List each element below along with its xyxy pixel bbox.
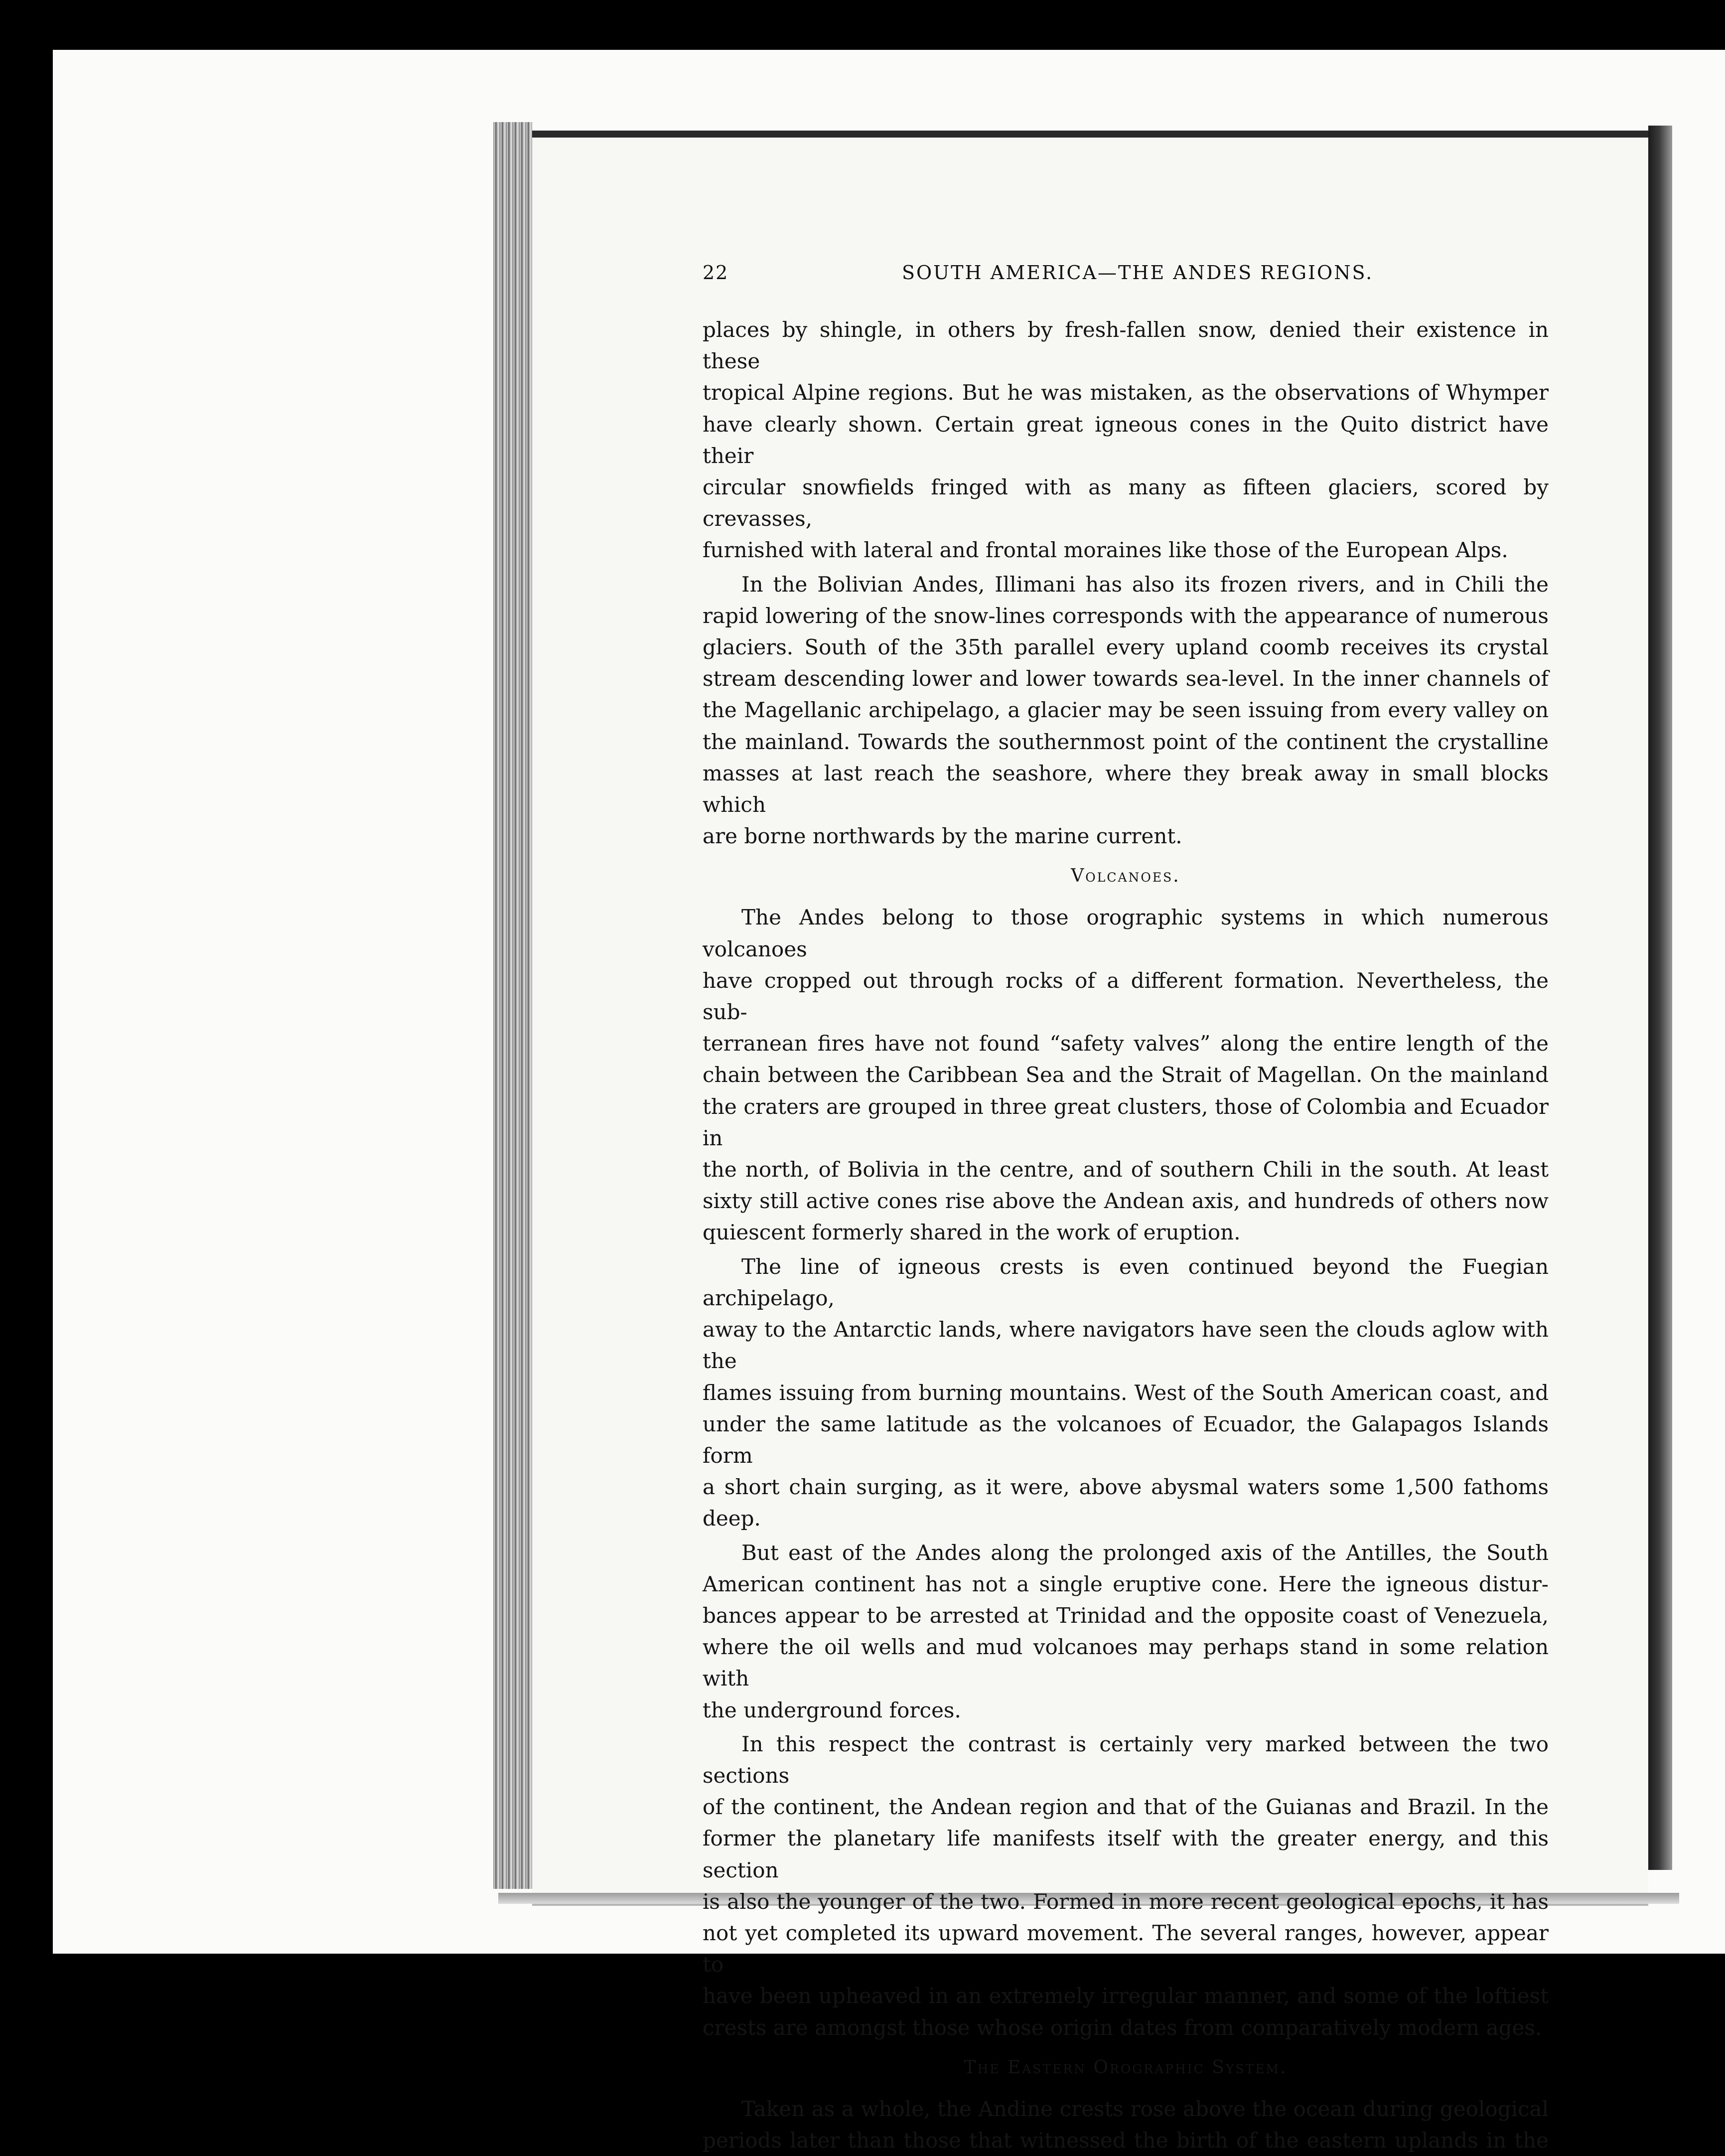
text-line: In the Bolivian Andes, Illimani has also its frozen rivers, and in Chili the: [741, 572, 1549, 597]
scan-border-top: [0, 0, 1725, 50]
section-heading-eastern-orographic-system: The Eastern Orographic System.: [964, 2057, 1288, 2078]
text-line: terranean fires have not found “safety valves” along the entire length of the: [703, 1031, 1549, 1056]
page-stack-edge: [493, 122, 532, 1889]
text-line: places by shingle, in others by fresh-fallen snow, denied their existence in these: [703, 317, 1549, 374]
running-title: SOUTH AMERICA—THE ANDES REGIONS.: [902, 262, 1374, 284]
text-line: of the continent, the Andean region and that of the Guianas and Brazil. In the: [703, 1795, 1549, 1820]
text-line: away to the Antarctic lands, where navigators have seen the clouds aglow with the: [703, 1317, 1549, 1374]
text-line: the mainland. Towards the southernmost point of the continent the crystalline: [703, 729, 1549, 754]
text-line: crests are amongst those whose origin dates from comparatively modern ages.: [703, 2015, 1542, 2040]
text-line: masses at last reach the seashore, where they break away in small blocks which: [703, 761, 1549, 817]
running-head: [703, 262, 1550, 290]
text-line: rapid lowering of the snow-lines corresponds with the appearance of numerous: [703, 603, 1549, 628]
text-line: a short chain surging, as it were, above abysmal waters some 1,500 fathoms deep.: [703, 1475, 1549, 1531]
text-line: bances appear to be arrested at Trinidad and the opposite coast of Venezuela,: [703, 1603, 1549, 1628]
text-line: American continent has not a single eruptive cone. Here the igneous distur-: [703, 1571, 1549, 1596]
text-line: The Andes belong to those orographic systems in which numerous volcanoes: [703, 905, 1549, 961]
text-line: The line of igneous crests is even continued beyond the Fuegian archipelago,: [703, 1254, 1549, 1310]
text-line: the underground forces.: [703, 1697, 961, 1722]
body-text: [703, 314, 1549, 2156]
page-right-shadow: [1648, 126, 1672, 1870]
text-line: furnished with lateral and frontal moraines like those of the European Alps.: [703, 538, 1508, 563]
text-line: former the planetary life manifests itself with the greater energy, and this section: [703, 1826, 1549, 1882]
scan-border-left: [0, 0, 53, 2021]
page-number: 22: [703, 262, 729, 284]
text-line: Taken as a whole, the Andine crests rose above the ocean during geological: [741, 2096, 1549, 2121]
text-line: quiescent formerly shared in the work of eruption.: [703, 1220, 1241, 1245]
text-line: tropical Alpine regions. But he was mistaken, as the observations of Whymper: [703, 380, 1549, 405]
text-line: chain between the Caribbean Sea and the Strait of Magellan. On the mainland: [703, 1063, 1549, 1087]
text-line: have cropped out through rocks of a different formation. Nevertheless, the sub-: [703, 968, 1549, 1025]
text-line: have clearly shown. Certain great igneous cones in the Quito district have their: [703, 412, 1549, 468]
text-line: sixty still active cones rise above the Andean axis, and hundreds of others now: [703, 1189, 1549, 1214]
text-line: the Magellanic archipelago, a glacier may be seen issuing from every valley on: [703, 698, 1549, 723]
text-line: is also the younger of the two. Formed in more recent geological epochs, it has: [703, 1889, 1549, 1914]
text-line: flames issuing from burning mountains. West of the South American coast, and: [703, 1380, 1549, 1405]
text-line: glaciers. South of the 35th parallel every upland coomb receives its crystal: [703, 635, 1549, 660]
text-line: circular snowfields fringed with as many as fifteen glaciers, scored by crevasses,: [703, 475, 1549, 531]
text-line: the north, of Bolivia in the centre, and of southern Chili in the south. At least: [703, 1157, 1549, 1182]
text-line: periods later than those that witnessed the birth of the eastern uplands in the: [703, 2128, 1549, 2153]
text-line: are borne northwards by the marine current.: [703, 824, 1182, 849]
text-line: not yet completed its upward movement. The several ranges, however, appear to: [703, 1920, 1549, 1977]
text-line: In this respect the contrast is certainly very marked between the two sections: [703, 1731, 1549, 1788]
text-line: have been upheaved in an extremely irregular manner, and some of the loftiest: [703, 1984, 1549, 2008]
text-line: where the oil wells and mud volcanoes may perhaps stand in some relation with: [703, 1635, 1549, 1691]
text-line: But east of the Andes along the prolonged axis of the Antilles, the South: [741, 1540, 1549, 1565]
text-line: stream descending lower and lower towards sea-level. In the inner channels of: [703, 666, 1549, 691]
text-line: under the same latitude as the volcanoes of Ecuador, the Galapagos Islands form: [703, 1411, 1549, 1468]
text-line: the craters are grouped in three great clusters, those of Colombia and Ecuador in: [703, 1094, 1549, 1150]
section-heading-volcanoes: Volcanoes.: [1071, 866, 1180, 887]
